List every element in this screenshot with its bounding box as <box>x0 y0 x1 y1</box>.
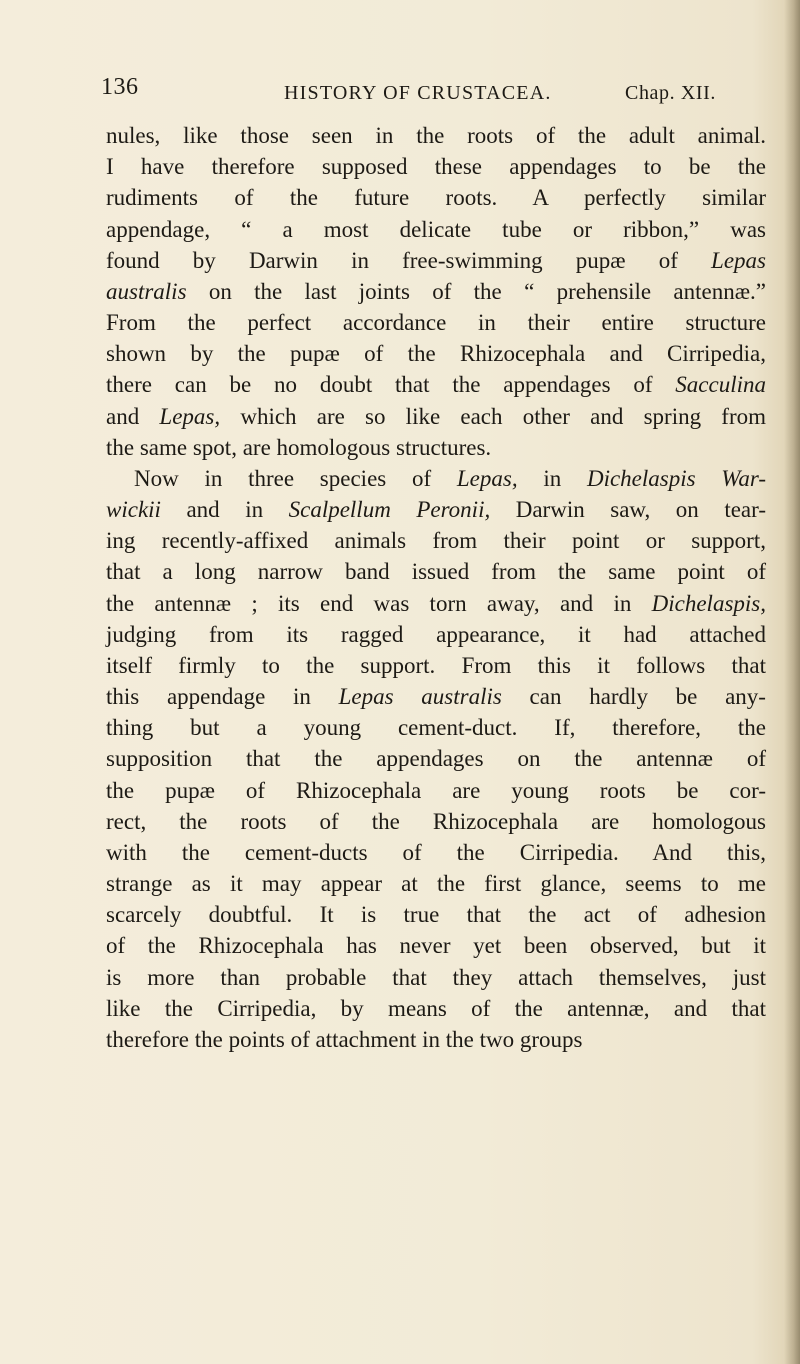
italic-term: australis <box>106 278 187 304</box>
text-run: itself firmly to the support. From this it follows that <box>106 652 766 678</box>
text-run: the antennæ ; its end was torn away, and in <box>106 590 652 616</box>
text-run: From the perfect accordance in their entire structure <box>106 310 766 336</box>
text-run: I have therefore supposed these appendages to be the <box>106 154 766 180</box>
italic-term: Sacculina <box>675 372 766 398</box>
text-line <box>106 245 766 276</box>
chapter-label: Chap. XII. <box>625 82 716 104</box>
text-run: this appendage in <box>106 684 339 710</box>
text-line <box>106 868 766 899</box>
text-run: is more than probable that they attach themselves, just <box>106 964 766 990</box>
text-run: of the Rhizocephala has never yet been observed, but it <box>106 933 766 959</box>
text-line <box>106 681 766 712</box>
text-run: supposition that the appendages on the antennæ of <box>106 746 766 772</box>
italic-term: Dichelaspis, <box>651 590 766 616</box>
text-run: with the cement-ducts of the Cirripedia. And this, <box>106 839 766 865</box>
text-line <box>106 151 766 182</box>
text-run: scarcely doubtful. It is true that the act of adhesion <box>106 902 766 928</box>
text-line <box>106 463 766 494</box>
text-line <box>106 182 766 213</box>
italic-term: Lepas <box>711 247 766 273</box>
text-run: judging from its ragged appearance, it had attached <box>106 621 766 647</box>
text-run: there can be no doubt that the appendages of <box>106 372 676 398</box>
text-run: thing but a young cement-duct. If, therefore, the <box>106 715 766 741</box>
text-run: on the last joints of the “ prehensile antennæ.” <box>186 278 766 304</box>
running-title: HISTORY OF CRUSTACEA. <box>284 82 552 104</box>
italic-term: Lepas, <box>159 403 221 429</box>
text-line <box>106 899 766 930</box>
text-line <box>106 993 766 1024</box>
page-number: 136 <box>101 74 139 100</box>
text-line <box>106 401 766 432</box>
text-line <box>106 930 766 961</box>
text-run: rect, the roots of the Rhizocephala are homologous <box>106 808 766 834</box>
text-run: can hardly be any- <box>501 684 766 710</box>
text-run: rudiments of the future roots. A perfectly similar <box>106 185 766 211</box>
text-run: Now in three species of <box>134 465 457 491</box>
body-text <box>106 120 766 1055</box>
text-line <box>106 276 766 307</box>
text-line <box>106 556 766 587</box>
italic-term: Lepas australis <box>338 684 502 710</box>
text-run: Darwin saw, on tear- <box>490 497 766 523</box>
text-run: found by Darwin in free-swimming pupæ of <box>106 247 712 273</box>
text-run: ing recently-affixed animals from their point or support, <box>106 528 766 554</box>
text-line <box>106 214 766 245</box>
text-run: therefore the points of attachment in the two groups <box>106 1026 583 1052</box>
italic-term: Scalpellum Peronii, <box>288 497 491 523</box>
text-run: like the Cirripedia, by means of the antennæ, and that <box>106 995 766 1021</box>
text-line <box>106 525 766 556</box>
text-line <box>106 806 766 837</box>
text-line <box>106 307 766 338</box>
text-line <box>106 369 766 400</box>
text-line <box>106 650 766 681</box>
italic-term: Lepas, <box>456 465 518 491</box>
text-line <box>106 432 766 463</box>
text-run: in <box>517 465 587 491</box>
text-run: the pupæ of Rhizocephala are young roots be cor- <box>106 777 766 803</box>
text-line <box>106 962 766 993</box>
text-line <box>106 338 766 369</box>
text-line <box>106 743 766 774</box>
text-line <box>106 619 766 650</box>
text-run: shown by the pupæ of the Rhizocephala and Cirripedia, <box>106 341 766 367</box>
italic-term: wickii <box>106 497 161 523</box>
text-line <box>106 1024 766 1055</box>
text-line <box>106 775 766 806</box>
running-header <box>101 74 781 110</box>
text-run: strange as it may appear at the first glance, seems to me <box>106 871 766 897</box>
text-run: the same spot, are homologous structures. <box>106 434 492 460</box>
text-run: nules, like those seen in the roots of the adult animal. <box>106 123 766 148</box>
text-run: that a long narrow band issued from the same point of <box>106 559 766 585</box>
text-line <box>106 837 766 868</box>
text-run: appendage, “ a most delicate tube or ribbon,” was <box>106 216 766 242</box>
text-line <box>106 588 766 619</box>
page-gutter-shadow <box>784 0 800 1364</box>
text-run: which are so like each other and spring from <box>220 403 766 429</box>
text-line <box>106 120 766 151</box>
text-run: and <box>106 403 160 429</box>
text-run: and in <box>160 497 289 523</box>
text-line <box>106 712 766 743</box>
italic-term: Dichelaspis War- <box>586 465 767 491</box>
text-line <box>106 494 766 525</box>
